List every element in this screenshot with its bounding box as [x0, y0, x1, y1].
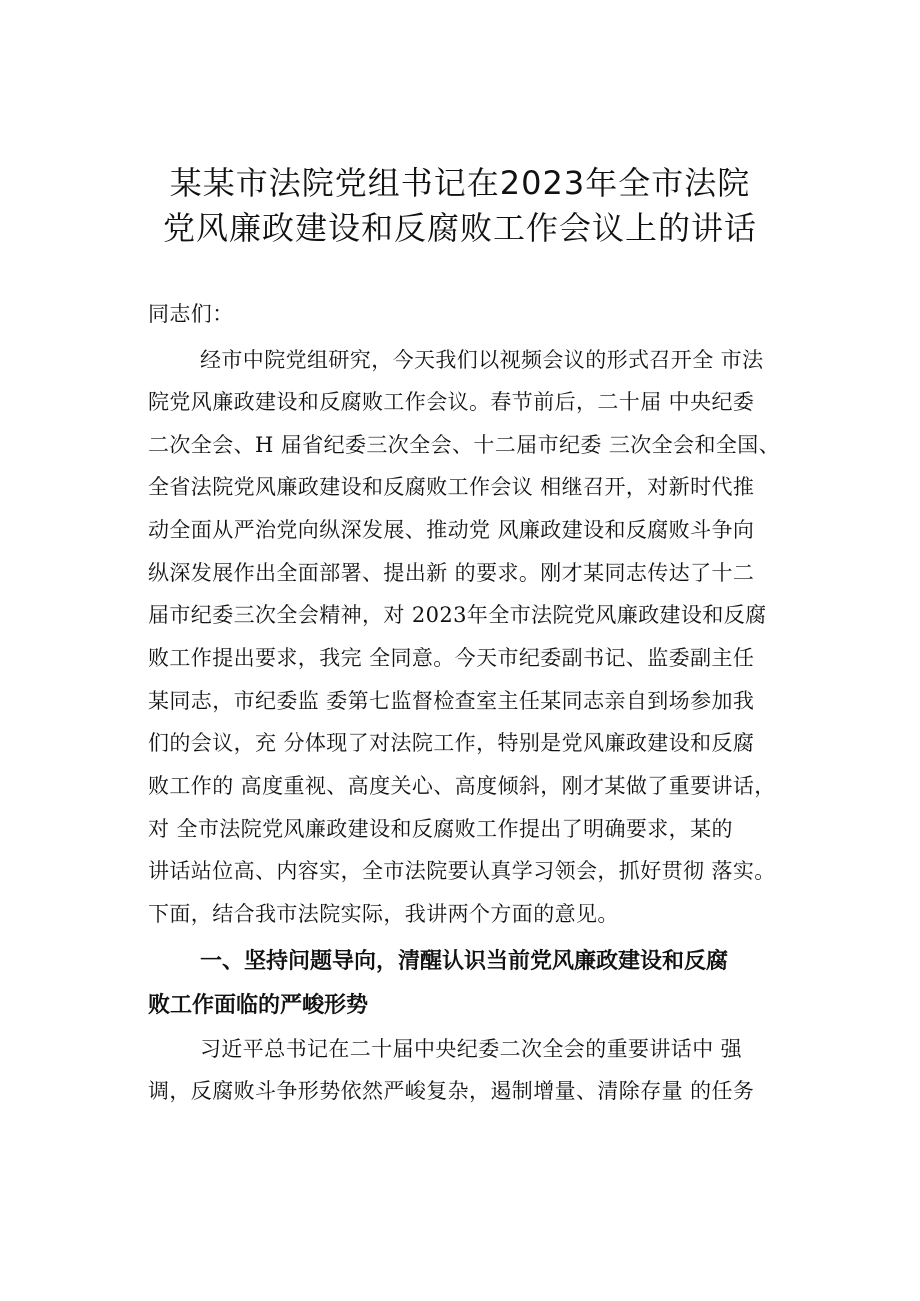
paragraph-1-line-11: 败工作的 高度重视、高度关心、高度倾斜，刚才某做了重要讲话， — [148, 774, 776, 798]
paragraph-1-line-7: 届市纪委三次全会精神，对 2023年全市法院党风廉政建设和反腐 — [148, 603, 767, 627]
section-heading-1-line-2: 败工作面临的严峻形势 — [148, 993, 369, 1018]
paragraph-2-line-2: 调，反腐败斗争形势依然严峻复杂，遏制增量、清除存量 的任务 — [148, 1079, 755, 1103]
paragraph-1-line-10: 们的会议，充 分体现了对法院工作，特别是党风廉政建设和反腐 — [148, 731, 755, 755]
paragraph-1-line-13: 讲话站位高、内容实，全市法院要认真学习领会，抓好贯彻 落实。 — [148, 859, 776, 883]
paragraph-1-line-8: 败工作提出要求，我完 全同意。今天市纪委副书记、监委副主任 — [148, 646, 755, 670]
section-heading-1-line-1: 一、坚持问题导向，清醒认识当前党风廉政建设和反腐 — [200, 949, 729, 974]
paragraph-1-line-4: 全省法院党风廉政建设和反腐败工作会议 相继召开，对新时代推 — [148, 475, 755, 499]
paragraph-1-line-2: 院党风廉政建设和反腐败工作会议。春节前后，二十届 中央纪委 — [148, 390, 755, 414]
paragraph-2-line-1: 习近平总书记在二十届中央纪委二次全会的重要讲话中 强 — [200, 1037, 743, 1061]
paragraph-1-line-5: 动全面从严治党向纵深发展、推动党 风廉政建设和反腐败斗争向 — [148, 518, 755, 542]
paragraph-1-line-9: 某同志，市纪委监 委第七监督检查室主任某同志亲自到场参加我 — [148, 689, 755, 713]
paragraph-1-line-1: 经市中院党组研究，今天我们以视频会议的形式召开全 市法 — [200, 348, 764, 372]
paragraph-1-line-3: 二次全会、H 届省纪委三次全会、十二届市纪委 三次全会和全国、 — [148, 433, 781, 457]
document-title-line-2: 党风廉政建设和反腐败工作会议上的讲话 — [162, 209, 757, 247]
paragraph-1-line-14: 下面，结合我市法院实际，我讲两个方面的意见。 — [148, 902, 619, 926]
salutation: 同志们： — [148, 302, 234, 326]
paragraph-1-line-12: 对 全市法院党风廉政建设和反腐败工作提出了明确要求，某的 — [148, 817, 733, 841]
document-title-line-1: 某某市法院党组书记在2023年全市法院 — [169, 164, 751, 202]
paragraph-1-line-6: 纵深发展作出全面部署、提出新 的要求。刚才某同志传达了十二 — [148, 561, 755, 585]
